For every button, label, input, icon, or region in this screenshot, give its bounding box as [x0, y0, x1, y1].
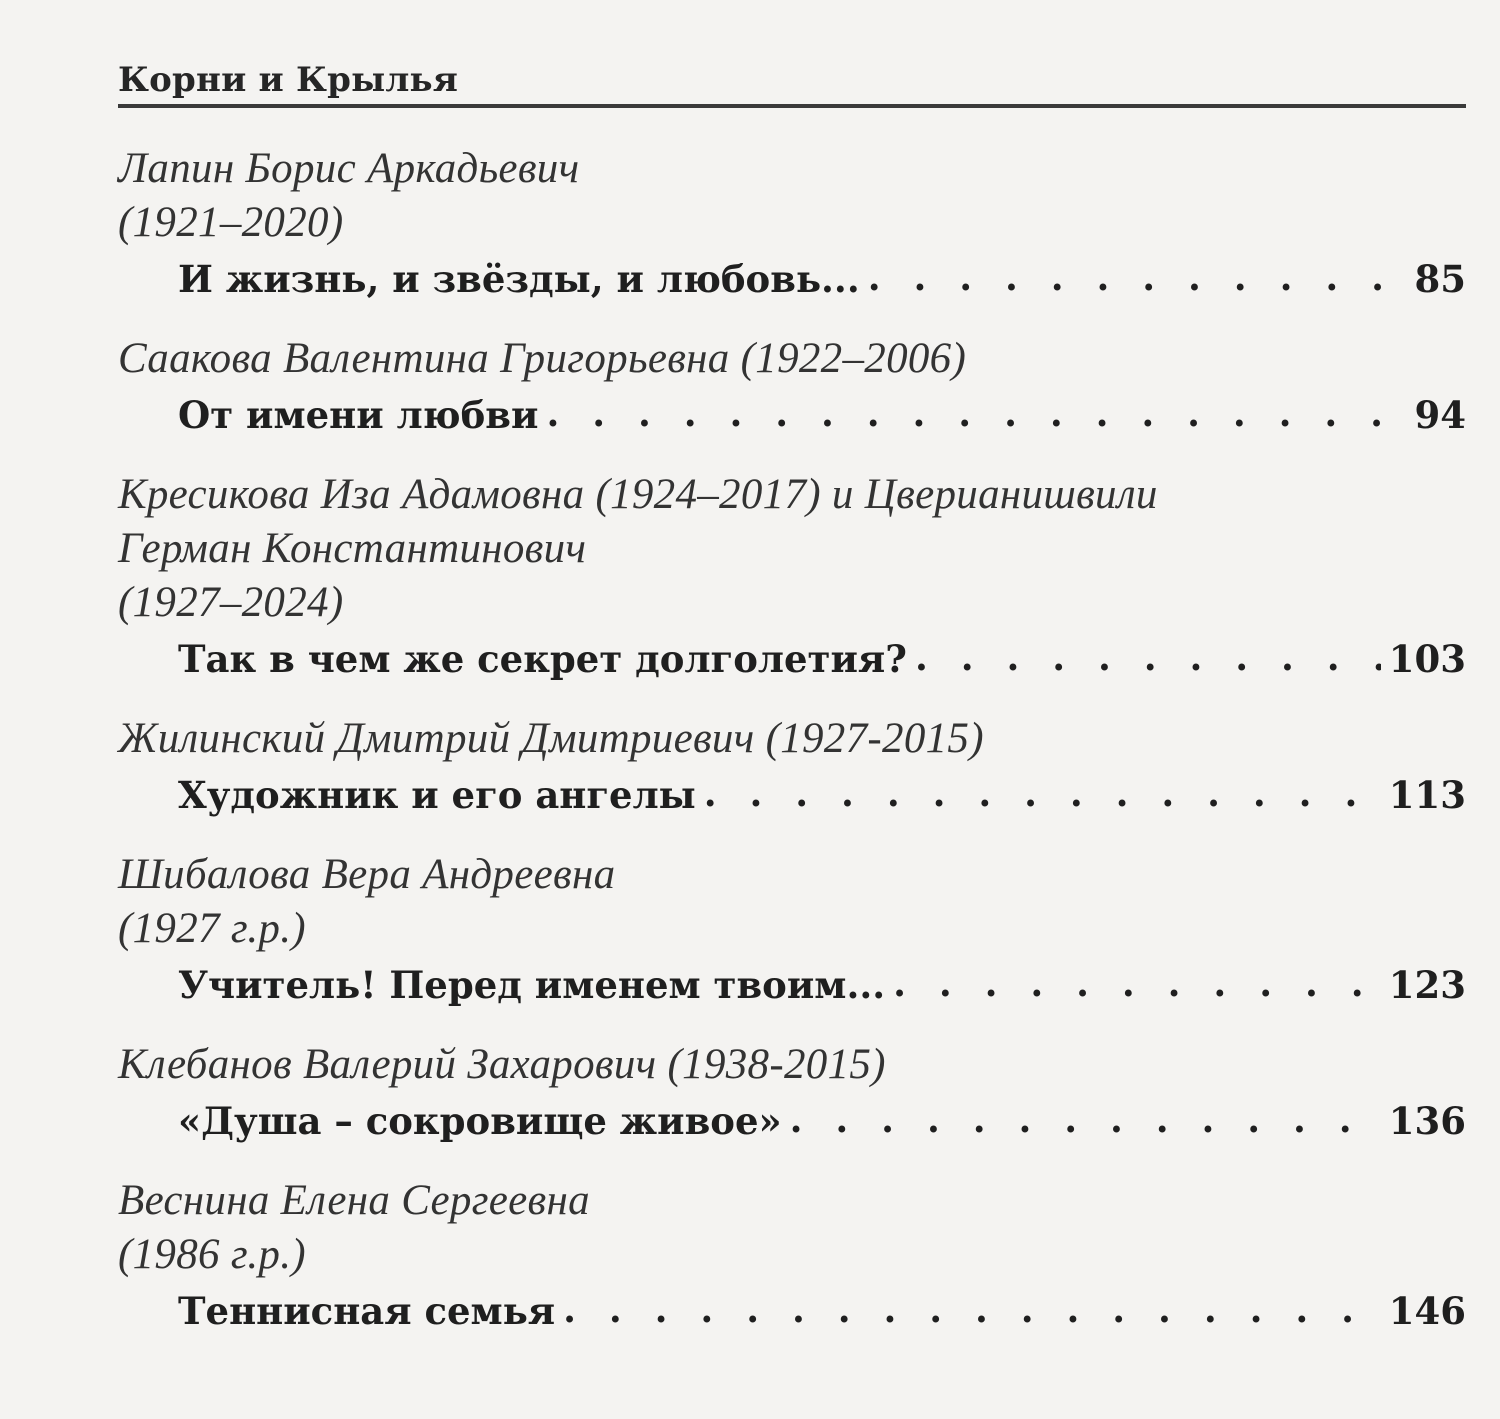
page-number: 123	[1388, 963, 1466, 1007]
page-number: 146	[1388, 1289, 1466, 1333]
toc-title-line[interactable]	[118, 956, 1466, 1014]
toc-entry	[118, 142, 1466, 308]
chapter-title: От имени любви	[178, 393, 539, 437]
page-number: 94	[1414, 393, 1466, 437]
toc-entry	[118, 848, 1466, 1014]
chapter-title: Художник и его ангелы	[178, 773, 696, 817]
author-line: Герман Константинович	[118, 525, 587, 572]
toc-entry	[118, 468, 1466, 688]
author-line: (1927 г.р.)	[118, 905, 306, 952]
dot-leader	[915, 628, 1381, 686]
chapter-title: Учитель! Перед именем твоим...	[178, 963, 886, 1007]
toc-title-line[interactable]	[118, 1282, 1466, 1340]
dot-leader	[790, 1090, 1381, 1148]
author-line: (1921–2020)	[118, 199, 344, 246]
author-line: Веснина Елена Сергеевна	[118, 1177, 590, 1224]
chapter-title: Теннисная семья	[178, 1289, 556, 1333]
author-line: Шибалова Вера Андреевна	[118, 851, 616, 898]
chapter-title: Так в чем же секрет долголетия?	[178, 637, 907, 681]
dot-leader	[868, 248, 1407, 306]
toc-title-line[interactable]	[118, 630, 1466, 688]
author-line: Саакова Валентина Григорьевна (1922–2006)	[118, 335, 967, 382]
toc-title-line[interactable]	[118, 250, 1466, 308]
running-head: Корни и Крылья	[118, 58, 1466, 108]
page-number: 85	[1414, 257, 1466, 301]
dot-leader	[704, 764, 1381, 822]
dot-leader	[563, 1280, 1381, 1338]
toc-entry	[118, 1038, 1466, 1150]
chapter-title: И жизнь, и звёзды, и любовь...	[178, 257, 860, 301]
page	[118, 58, 1466, 1364]
page-number: 103	[1388, 637, 1466, 681]
author-line: Лапин Борис Аркадьевич	[118, 145, 580, 192]
chapter-title: «Душа – сокровище живое»	[178, 1099, 782, 1143]
toc-entry	[118, 332, 1466, 444]
author-line: Клебанов Валерий Захарович (1938-2015)	[118, 1041, 886, 1088]
toc-entry	[118, 712, 1466, 824]
author-line: Кресикова Иза Адамовна (1924–2017) и Цверианишвили	[118, 471, 1158, 518]
dot-leader	[893, 954, 1381, 1012]
page-number: 136	[1388, 1099, 1466, 1143]
toc-title-line[interactable]	[118, 386, 1466, 444]
dot-leader	[546, 384, 1406, 442]
author-line: Жилинский Дмитрий Дмитриевич (1927-2015)	[118, 715, 984, 762]
toc-entry	[118, 1174, 1466, 1340]
toc-title-line[interactable]	[118, 1092, 1466, 1150]
toc-title-line[interactable]	[118, 766, 1466, 824]
page-number: 113	[1388, 773, 1466, 817]
author-line: (1986 г.р.)	[118, 1231, 306, 1278]
author-line: (1927–2024)	[118, 579, 344, 626]
table-of-contents	[118, 142, 1466, 1340]
